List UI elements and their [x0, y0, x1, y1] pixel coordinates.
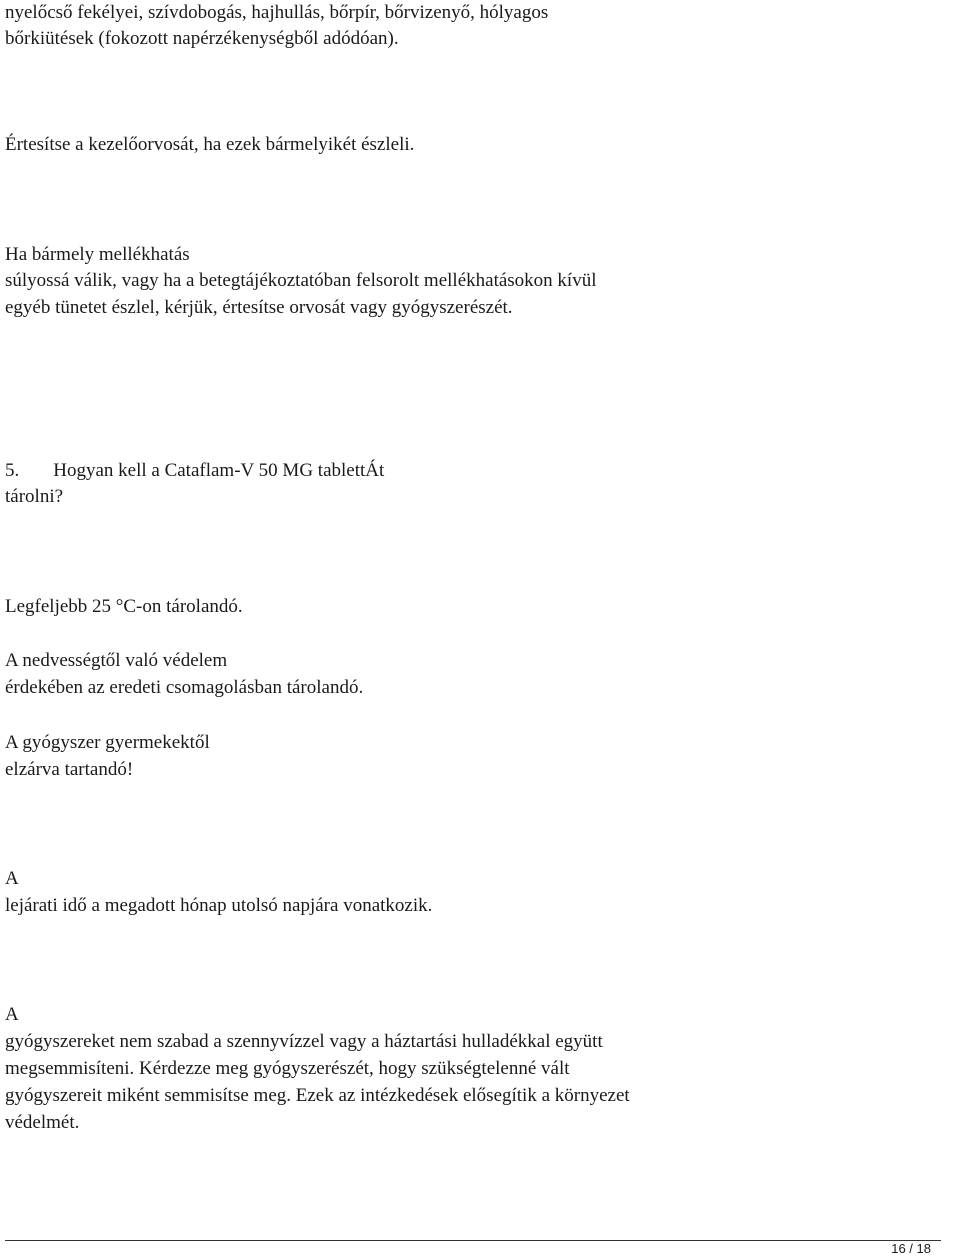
notify-doctor-text: Értesítse a kezelőorvosát, ha ezek bármelyikét észleli. [5, 134, 415, 155]
side-effects-line-2: bőrkiütések (fokozott napérzékenységből adódóan). [5, 28, 399, 49]
disposal-line-2: gyógyszereket nem szabad a szennyvízzel vagy a háztartási hulladékkal együtt [5, 1031, 603, 1052]
section-5-title-cont: tárolni? [5, 486, 64, 507]
disposal-line-3: megsemmisíteni. Kérdezze meg gyógyszerészét, hogy szükségtelenné vált [5, 1058, 570, 1079]
expiry-line-2: lejárati idő a megadott hónap utolsó napjára vonatkozik. [5, 895, 433, 916]
section-5-heading [5, 458, 384, 484]
storage-moisture-line-2: érdekében az eredeti csomagolásban tárolandó. [5, 677, 364, 698]
storage-children-line-1: A gyógyszer gyermekektől [5, 732, 210, 753]
disposal-line-4: gyógyszereit miként semmisítse meg. Ezek az intézkedések elősegítik a környezet [5, 1085, 630, 1106]
storage-children-line-2: elzárva tartandó! [5, 759, 134, 780]
section-5-number: 5. [5, 460, 20, 481]
expiry-line-1: A [5, 868, 19, 889]
serious-side-effects-line-2: súlyossá válik, vagy ha a betegtájékoztatóban felsorolt mellékhatásokon kívül [5, 270, 597, 291]
footer-divider [5, 1240, 941, 1241]
serious-side-effects-line-1: Ha bármely mellékhatás [5, 244, 190, 265]
storage-temperature: Legfeljebb 25 °C-on tárolandó. [5, 596, 243, 617]
storage-moisture-line-1: A nedvességtől való védelem [5, 650, 228, 671]
serious-side-effects-line-3: egyéb tünetet észlel, kérjük, értesítse orvosát vagy gyógyszerészét. [5, 297, 513, 318]
disposal-line-1: A [5, 1004, 19, 1025]
page-number: 16 / 18 [891, 1241, 931, 1256]
section-5-title: Hogyan kell a Cataflam-V 50 MG tablettÁt [53, 460, 385, 481]
side-effects-line-1: nyelőcső fekélyei, szívdobogás, hajhullás, bőrpír, bőrvizenyő, hólyagos [5, 2, 549, 23]
disposal-line-5: védelmét. [5, 1112, 80, 1133]
